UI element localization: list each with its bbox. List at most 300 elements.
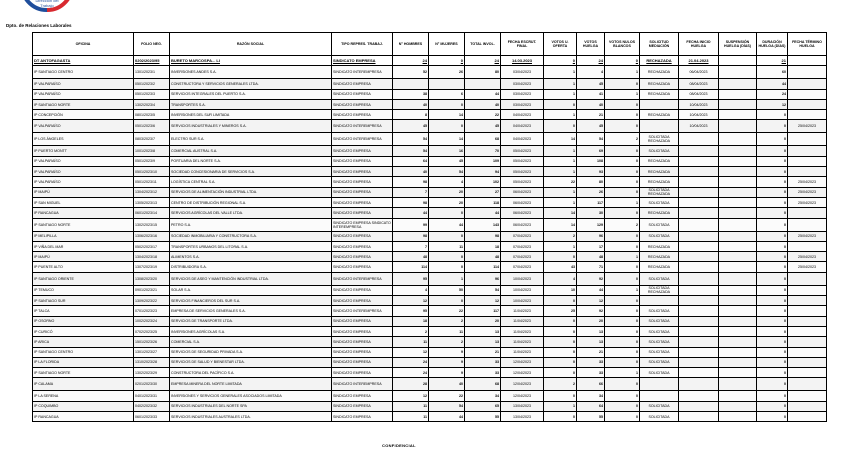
table-cell: 13 [465,337,501,347]
table-cell: IP VALPARAÍSO [33,177,134,187]
table-cell: 1309/2023/22 [134,296,170,306]
table-cell: 54 [393,133,429,146]
table-cell: SOLICITADA [640,326,679,336]
table-cell: CENTRO DE DISTRIBUCIÓN REGIONAL S.A. [170,197,332,207]
table-cell: 0 [757,177,788,187]
table-cell: 43 [544,262,577,272]
table-cell: 0 [605,110,640,120]
table-header [33,33,827,56]
table-cell: SINDICATO INTEREMPRESA [332,306,393,316]
table-cell: SINDICATO EMPRESA [332,146,393,156]
column-header: SOLICITUD MEDIACIÓN [640,33,679,56]
table-cell: IP SANTIAGO NORTE [33,368,134,378]
table-cell: 94 [465,167,501,177]
table-cell: 0 [605,120,640,133]
table-cell: 1 [544,241,577,251]
table-cell: 20 [577,316,605,326]
table-cell: 0 [757,368,788,378]
table-cell: 0 [605,337,640,347]
table-cell: CONSTRUCTORA DEL PACÍFICO S.A. [170,368,332,378]
table-row [33,368,827,378]
table-cell: SINDICATO EMPRESA [332,347,393,357]
table-cell: SERVICIOS AGRÍCOLAS DEL VALLE LTDA. [170,208,332,218]
table-cell: 30 [577,208,605,218]
table-cell: 40 [393,167,429,177]
table-cell: 0 [544,120,577,133]
table-cell: SOLICITADA RECHAZADA [640,187,679,197]
table-cell: SINDICATO EMPRESA [332,357,393,367]
table-cell: 98 [393,177,429,187]
table-cell [719,218,757,231]
table-cell: 0 [757,187,788,197]
table-cell: 1 [544,146,577,156]
column-header: N° HOMBRES [393,33,429,56]
table-cell: 04/04/2023 [501,120,544,133]
table-cell [719,156,757,166]
table-cell: 0 [544,56,577,66]
table-cell: SINDICATO EMPRESA [332,326,393,336]
table-cell: 1 [544,89,577,99]
table-cell: 06/04/2023 [679,66,719,79]
table-cell: 33 [577,368,605,378]
table-cell: 11/04/2023 [501,347,544,357]
table-cell: 96 [465,272,501,285]
table-cell [679,391,719,401]
table-cell: 1310/2023/28 [134,357,170,367]
table-cell: IP PUENTE ALTO [33,262,134,272]
table-cell: RECHAZADA [640,208,679,218]
table-cell: 45 [465,120,501,133]
table-cell: 0 [757,231,788,241]
table-cell: SINDICATO EMPRESA [332,110,393,120]
table-cell: 68 [465,378,501,391]
table-cell: 0 [605,79,640,89]
table-cell: 34 [465,391,501,401]
table-cell: EMPRESA DE SERVICIOS GENERALES S.A. [170,306,332,316]
table-cell: SINDICATO EMPRESA [332,412,393,422]
table-cell: 80 [577,177,605,187]
table-cell: SINDICATO EMPRESA [332,337,393,347]
table-cell: 0 [605,156,640,166]
table-cell: 14.03.2023 [501,56,544,66]
table-cell: 0 [605,347,640,357]
table-cell: 2 [605,218,640,231]
table-cell: 118 [465,197,501,207]
table-cell: SERVICIOS INDUSTRIALES AUSTRALES LTDA. [170,412,332,422]
table-cell: SERVICIOS INDUSTRIALES Y MINEROS S.A. [170,120,332,133]
table-cell: 25/04/2023 [788,187,827,197]
table-cell: 102 [465,177,501,187]
table-cell: IP SANTIAGO NORTE [33,99,134,109]
table-cell: CONSTRUCTORA Y SERVICIOS GENERALES LTDA. [170,79,332,89]
table-cell [788,337,827,347]
table-cell: INVERSIONES Y SERVICIOS GENERALES ASOCIADOS LIMITADA [170,391,332,401]
table-row [33,146,827,156]
table-cell: 17 [577,241,605,251]
table-cell: 21 [577,347,605,357]
table-cell: 0 [605,357,640,367]
table-cell: 25/04/2023 [788,231,827,241]
table-cell: IP TEMUCO [33,285,134,295]
table-cell: SOLICITADA [640,197,679,207]
table-cell [788,272,827,285]
table-cell: INVERSIONES AGRÍCOLAS S.A. [170,326,332,336]
table-row [33,187,827,197]
table-cell: 44 [429,218,465,231]
table-cell: SINDICATO EMPRESA [332,187,393,197]
table-cell: SINDICATO EMPRESA [332,231,393,241]
table-cell [679,208,719,218]
table-cell: 2 [393,326,429,336]
table-row [33,218,827,231]
table-cell: 1304/2023/18 [134,252,170,262]
table-cell: 48 [465,252,501,262]
table-cell: 0 [757,401,788,411]
table-cell: 0 [757,378,788,391]
table-cell: 6 [429,89,465,99]
table-cell [719,357,757,367]
table-cell: 0 [757,262,788,272]
table-cell: 05/04/2023 [501,146,544,156]
table-cell: SOLICITADA [640,357,679,367]
table-cell: SINDICATO EMPRESA [332,285,393,295]
table-cell: 12/04/2023 [501,391,544,401]
table-cell: 95 [393,306,429,316]
table-cell: 24 [393,357,429,367]
table-cell: 0 [757,218,788,231]
table-cell: 0801/2023/5 [134,110,170,120]
department-label: Dpto. de Relaciones Laborales [6,23,72,28]
table-cell: 12/04/2023 [501,378,544,391]
table-cell: 1 [544,187,577,197]
table-cell: 92 [577,306,605,316]
table-cell: SINDICATO INTEREMPRESA [332,272,393,285]
table-cell: 0 [757,306,788,316]
table-cell: 1 [544,401,577,411]
table-cell [679,337,719,347]
table-cell: SERVICIOS INTEGRALES DEL PUERTO S.A. [170,89,332,99]
table-cell: 96 [577,231,605,241]
table-cell: 18 [465,241,501,251]
table-cell: IP ARICA [33,337,134,347]
table-cell: RECHAZADA [640,262,679,272]
table-cell: 44 [757,79,788,89]
table-cell: 10/04/2023 [679,110,719,120]
table-cell [788,156,827,166]
table-cell: IP COQUIMBO [33,401,134,411]
table-cell: 117 [577,197,605,207]
table-row [33,391,827,401]
table-cell [679,357,719,367]
table-cell [393,79,429,89]
table-cell: 0 [605,272,640,285]
table-cell: 0 [429,56,465,66]
table-cell: 2 [429,316,465,326]
table-cell: 1 [544,167,577,177]
table-cell: 0 [757,167,788,177]
table-cell: 48 [577,252,605,262]
table-cell: 0501/2023/10 [134,167,170,177]
table-cell: 0 [757,133,788,146]
table-cell [679,241,719,251]
table-cell: 0 [757,197,788,207]
table-cell [679,285,719,295]
table-cell: 44 [429,412,465,422]
table-cell: 0 [605,231,640,241]
table-cell: RECHAZADA [640,66,679,79]
table-cell [429,79,465,89]
table-cell: 28 [393,378,429,391]
table-cell: 93 [577,167,605,177]
table-cell [719,167,757,177]
table-cell: 0 [605,262,640,272]
table-cell: 80 [465,66,501,79]
table-cell [719,89,757,99]
table-cell: RECHAZADA [640,252,679,262]
table-cell: RECHAZADA [640,177,679,187]
table-cell: 0 [605,208,640,218]
table-cell [719,208,757,218]
table-cell [788,326,827,336]
table-cell: 2 [544,378,577,391]
table-cell: 40 [465,99,501,109]
table-cell: SINDICATO EMPRESA [332,167,393,177]
table-cell: 0 [757,285,788,295]
table-cell: 22 [429,391,465,401]
table-cell: IP SANTIAGO NORTE [33,218,134,231]
table-cell: 10 [544,285,577,295]
table-cell: 24 [393,368,429,378]
table-cell [679,146,719,156]
table-cell: 0501/2023/11 [134,177,170,187]
table-cell: SOLAR S.A. [170,285,332,295]
table-cell: IP SANTIAGO SUR [33,296,134,306]
table-cell: SINDICATO EMPRESA [332,252,393,262]
table-cell [679,347,719,357]
table-cell: 25/04/2023 [788,177,827,187]
table-cell [788,401,827,411]
table-cell: IP MAIPÚ [33,252,134,262]
table-cell: 0 [605,326,640,336]
table-cell: 0 [605,316,640,326]
table-cell: 0 [544,99,577,109]
table-cell: IP RANCAGUA [33,412,134,422]
table-cell: 13/04/2023 [501,401,544,411]
table-cell: 1 [544,197,577,207]
table-row [33,357,827,367]
table-cell: IP LOS ÁNGELES [33,133,134,146]
table-cell [679,231,719,241]
table-cell: DISTRIBUIDORA S.A. [170,262,332,272]
table-cell: SOLICITADA [640,272,679,285]
table-cell: 0 [605,241,640,251]
table-cell [679,167,719,177]
column-header: OFICINA [33,33,134,56]
table-cell: 0 [429,99,465,109]
table-cell: 0 [544,391,577,401]
table-cell: 20 [429,187,465,197]
table-cell: 44 [465,89,501,99]
table-cell: IP OSORNO [33,316,134,326]
table-cell: 05/04/2023 [501,156,544,166]
table-cell: EMPRESA MINERA DEL NORTE LIMITADA [170,378,332,391]
table-cell: 25/04/2023 [788,252,827,262]
table-cell: 1302/2023/4 [134,99,170,109]
table-cell [719,412,757,422]
table-cell: 07/04/2023 [501,252,544,262]
table-cell: 114 [465,262,501,272]
table-cell: 14 [544,133,577,146]
column-header: SUSPENSIÓN HUELGA (DÍAS) [719,33,757,56]
table-cell: 24 [393,56,429,66]
table-cell: 0 [757,120,788,133]
table-cell: SERVICIOS DE ASEO Y MANTENCIÓN INDUSTRIAL LTDA. [170,272,332,285]
table-cell: 21.04.2023 [679,56,719,66]
table-cell [788,56,827,66]
table-cell: 1305/2023/13 [134,197,170,207]
table-cell [465,79,501,89]
table-cell: 143 [465,218,501,231]
table-cell: 7 [393,241,429,251]
table-cell: 12/04/2023 [501,357,544,367]
table-cell [719,146,757,156]
table-cell [719,337,757,347]
table-cell: 40 [577,99,605,109]
table-cell: SOLICITADA [640,218,679,231]
table-cell: SOLICITADA [640,337,679,347]
table-cell: 0201/2023/30 [134,378,170,391]
table-row [33,110,827,120]
table-cell: 04/04/2023 [501,133,544,146]
table-cell: 4 [429,177,465,187]
table-cell [719,252,757,262]
table-cell [679,218,719,231]
table-cell: 92 [577,272,605,285]
table-cell [788,306,827,316]
table-cell: 0 [757,296,788,306]
table-cell: 1 [605,89,640,99]
table-cell: 0202/2023/95 [134,56,170,66]
table-cell: 8 [393,110,429,120]
table-cell [719,306,757,316]
table-cell: 0 [757,146,788,156]
table-cell: 0401/2023/31 [134,391,170,401]
table-cell: 11 [429,241,465,251]
table-cell: TRANSPORTES S.A. [170,99,332,109]
table-cell: 44 [465,208,501,218]
table-row [33,177,827,187]
table-cell: 22 [429,306,465,316]
table-cell: SOLICITADA [640,401,679,411]
table-row [33,133,827,146]
table-cell: 0 [757,391,788,401]
table-cell [719,347,757,357]
table-cell: 1308/2023/20 [134,272,170,285]
table-cell: 0702/2023/25 [134,326,170,336]
table-cell: 13 [577,337,605,347]
table-cell: SOCIEDAD INMOBILIARIA Y CONSTRUCTORA S.A. [170,231,332,241]
table-cell [719,296,757,306]
table-cell: 1 [544,66,577,79]
table-cell: 0 [429,296,465,306]
table-cell: 0 [429,120,465,133]
table-row [33,347,827,357]
table-cell [719,79,757,89]
table-cell: 0901/2023/21 [134,285,170,295]
table-cell: 55 [577,412,605,422]
table-row [33,156,827,166]
table-cell: 12 [577,296,605,306]
table-cell: 0 [544,412,577,422]
table-cell [679,156,719,166]
table-cell: 98 [393,231,429,241]
table-cell: 1002/2023/24 [134,316,170,326]
table-cell: 11 [393,401,429,411]
table-cell: 44 [577,285,605,295]
table-cell: 1301/2023/1 [134,66,170,79]
table-cell [719,401,757,411]
table-cell: SOLICITADA [640,412,679,422]
table-cell: LOGÍSTICA CENTRAL S.A. [170,177,332,187]
table-cell [788,296,827,306]
table-row [33,167,827,177]
table-cell: SINDICATO INTEREMPRESA [332,133,393,146]
table-cell: 0 [757,252,788,262]
column-header: FECHA INICIO HUELGA [679,33,719,56]
table-cell: 1 [605,252,640,262]
table-cell: IP CALAMA [33,378,134,391]
table-cell: 99 [393,218,429,231]
table-cell: 0 [757,357,788,367]
table-cell: 1304/2023/12 [134,187,170,197]
table-cell: 68 [465,133,501,146]
table-cell: SOLICITADA [640,316,679,326]
table-cell: 0 [605,146,640,156]
table-cell: 50 [429,285,465,295]
table-cell: 2 [429,337,465,347]
table-cell: ELECTRO SUR S.A. [170,133,332,146]
table-cell: 11/04/2023 [501,306,544,316]
table-cell [788,412,827,422]
table-cell [719,262,757,272]
table-cell: SINDICATO INTEREMPRESA [332,120,393,133]
table-cell: 0 [757,208,788,218]
table-cell [640,296,679,306]
table-row [33,337,827,347]
table-cell: 21 [577,110,605,120]
table-cell: 0501/2023/2 [134,79,170,89]
table-cell: 0 [757,272,788,285]
table-cell [679,187,719,197]
table-cell: 71 [577,262,605,272]
table-cell [788,316,827,326]
table-cell: 45 [429,156,465,166]
table-cell: 07/04/2023 [501,241,544,251]
table-cell: PORTUARIA DEL NORTE S.A. [170,156,332,166]
table-cell: IP LA SERENA [33,391,134,401]
column-header: N° MUJERES [429,33,465,56]
table-cell [719,177,757,187]
table-cell: 27 [465,187,501,197]
table-cell: 20 [465,316,501,326]
table-cell [719,285,757,295]
table-cell: 0 [544,296,577,306]
table-row [33,252,827,262]
table-cell: 38 [393,89,429,99]
table-row [33,208,827,218]
table-cell: 10/04/2023 [501,285,544,295]
table-cell [640,99,679,109]
